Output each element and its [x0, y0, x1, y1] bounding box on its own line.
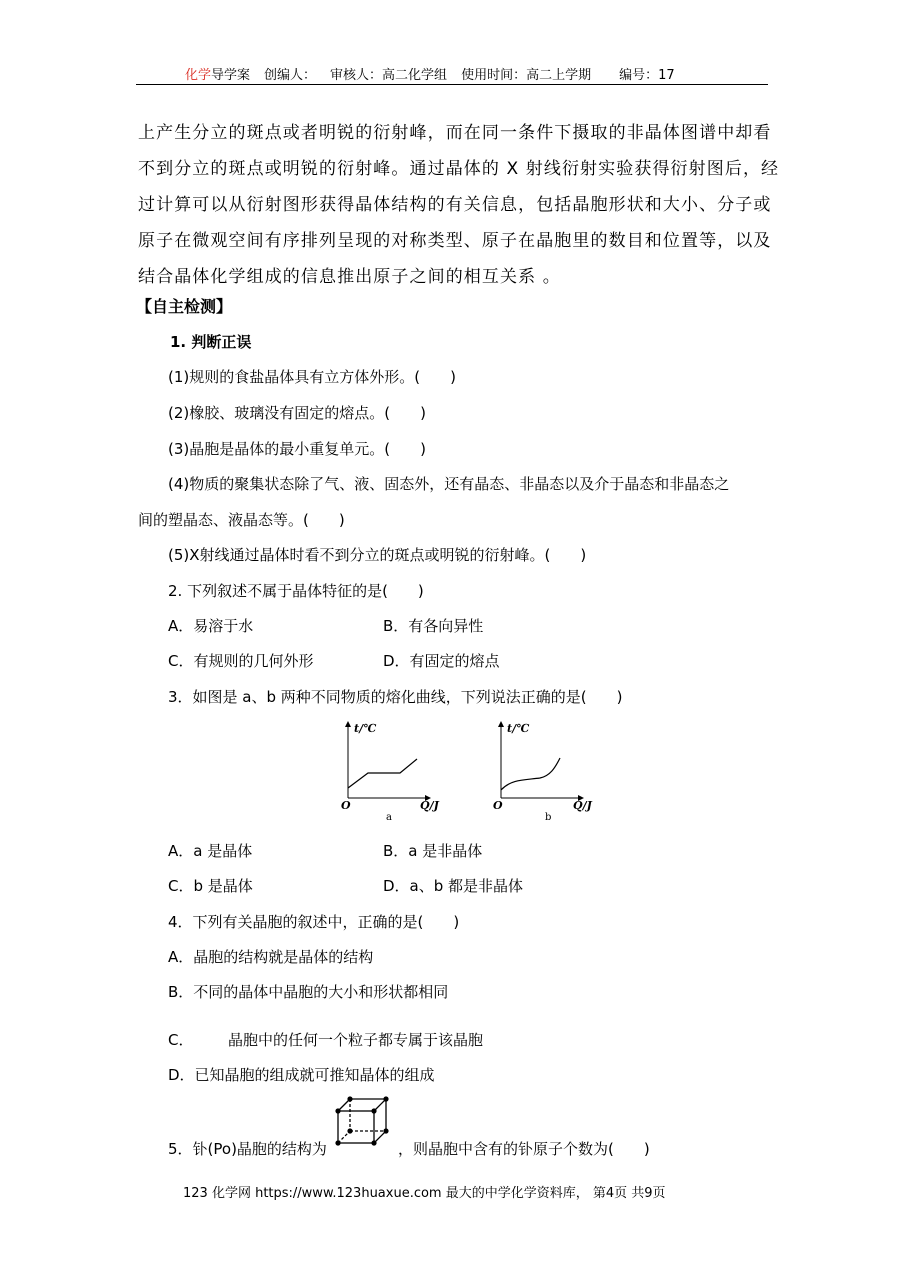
- graph-a-caption: a: [386, 812, 392, 823]
- section-title: 【自主检测】: [136, 297, 233, 316]
- q1-item: (1)规则的食盐晶体具有立方体外形。( ): [168, 368, 456, 386]
- q2-title: 2. 下列叙述不属于晶体特征的是( ): [168, 582, 424, 600]
- page-footer: 123 化学网 https://www.123huaxue.com 最大的中学化学资料库， 第4页 共9页: [183, 1186, 666, 1201]
- header-reviewer: 审核人：高二化学组: [330, 68, 448, 83]
- q4-option-c-text: 晶胞中的任何一个粒子都专属于该晶胞: [228, 1031, 484, 1049]
- q1-item: (5)X射线通过晶体时看不到分立的斑点或明锐的衍射峰。( ): [168, 546, 587, 564]
- q2-option-d: D．有固定的熔点: [383, 652, 500, 670]
- intro-line: 结合晶体化学组成的信息推出原子之间的相互关系 。: [138, 267, 561, 287]
- intro-line: 原子在微观空间有序排列呈现的对称类型、原子在晶胞里的数目和位置等，以及: [138, 231, 772, 251]
- q3-option-c: C．b 是晶体: [168, 877, 253, 895]
- graph-b-ylabel: t/℃: [507, 722, 530, 735]
- graph-a-ylabel: t/℃: [354, 722, 377, 735]
- header-rule: [136, 84, 768, 85]
- q3-option-a: A．a 是晶体: [168, 842, 253, 860]
- graph-b-caption: b: [545, 812, 552, 823]
- intro-line: 不到分立的斑点或明锐的衍射峰。通过晶体的 X 射线衍射实验获得衍射图后，经: [138, 159, 780, 179]
- header-brand: 化学: [185, 68, 212, 83]
- q3-option-d: D．a、b 都是非晶体: [383, 877, 524, 895]
- header-number: 编号：17: [619, 68, 675, 83]
- q4-option-c-letter: C．: [168, 1031, 194, 1049]
- q4-title: 4．下列有关晶胞的叙述中，正确的是( ): [168, 913, 460, 931]
- header-time: 使用时间：高二上学期: [461, 68, 592, 83]
- q3-option-b: B．a 是非晶体: [383, 842, 483, 860]
- q5-prefix: 5．钋(Po)晶胞的结构为: [168, 1140, 327, 1158]
- header-title: 导学案: [211, 68, 251, 83]
- q3-title: 3．如图是 a、b 两种不同物质的熔化曲线，下列说法正确的是( ): [168, 688, 623, 706]
- q1-item: (2)橡胶、玻璃没有固定的熔点。( ): [168, 404, 426, 422]
- graph-b-origin: O: [493, 799, 503, 812]
- graph-b: [493, 722, 593, 823]
- q4-option-d: D．已知晶胞的组成就可推知晶体的组成: [168, 1066, 435, 1084]
- q4-option-b: B．不同的晶体中晶胞的大小和形状都相同: [168, 983, 449, 1001]
- graph-a: [341, 722, 440, 823]
- intro-line: 过计算可以从衍射图形获得晶体结构的有关信息，包括晶胞形状和大小、分子或: [138, 195, 772, 215]
- q2-option-a: A．易溶于水: [168, 617, 254, 635]
- graph-a-curve: [348, 759, 417, 788]
- q1-item: (4)物质的聚集状态除了气、液、固态外，还有晶态、非晶态以及介于晶态和非晶态之: [168, 475, 730, 493]
- header-editor: 创编人：: [264, 68, 317, 83]
- q1-title: 1. 判断正误: [170, 333, 252, 351]
- graph-a-origin: O: [341, 799, 351, 812]
- graph-b-xlabel: Q/J: [573, 799, 592, 812]
- po-unit-cell-figure: [332, 1093, 394, 1155]
- page-header: [185, 64, 675, 83]
- q1-item: (3)晶胞是晶体的最小重复单元。( ): [168, 440, 426, 458]
- graph-b-curve: [501, 758, 560, 790]
- intro-line: 上产生分立的斑点或者明锐的衍射峰，而在同一条件下摄取的非晶体图谱中却看: [138, 123, 772, 143]
- melting-curves-figure: [335, 716, 605, 826]
- q1-item: 间的塑晶态、液晶态等。( ): [138, 511, 345, 529]
- q2-option-c: C．有规则的几何外形: [168, 652, 314, 670]
- q4-option-a: A．晶胞的结构就是晶体的结构: [168, 948, 374, 966]
- q5-suffix: ，则晶胞中含有的钋原子个数为( ): [398, 1140, 650, 1158]
- q2-option-b: B．有各向异性: [383, 617, 484, 635]
- graph-a-xlabel: Q/J: [420, 799, 439, 812]
